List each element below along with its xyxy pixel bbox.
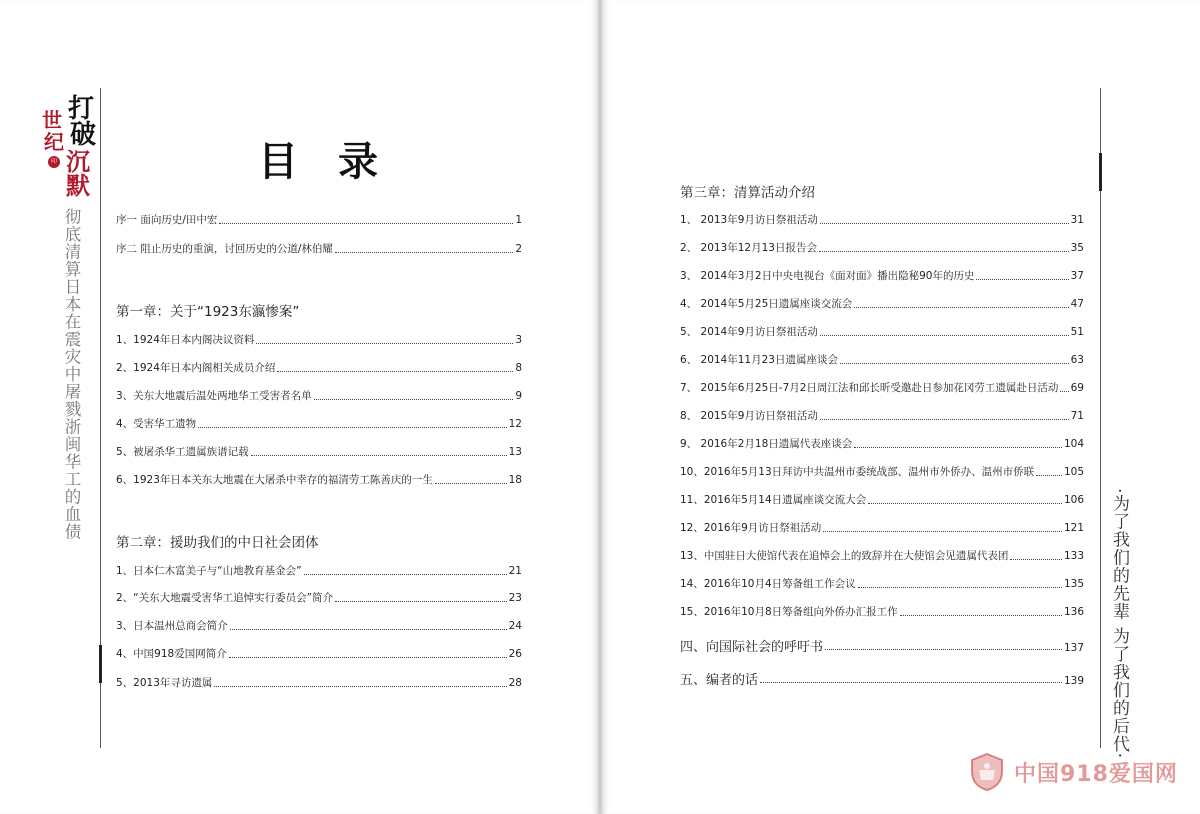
toc-entry[interactable] [116, 332, 522, 347]
entry-page: 8 [515, 362, 522, 374]
page-title: 目录 [258, 138, 418, 185]
chapter-heading[interactable]: 第二章：援助我们的中日社会团体 [116, 535, 319, 551]
shield-logo-icon [968, 752, 1006, 792]
entry-page: 26 [508, 648, 522, 660]
leader-dots [820, 213, 1069, 224]
toc-entry[interactable] [116, 472, 522, 487]
entry-page: 51 [1070, 326, 1084, 338]
entry-title: 五、编者的话 [680, 673, 759, 688]
entry-page: 133 [1063, 550, 1084, 562]
entry-title: 2、1924年日本内阁相关成员介绍 [116, 362, 276, 374]
entry-title: 2、 2013年12月13日报告会 [680, 242, 817, 254]
entry-title: 6、1923年日本关东大地震在大屠杀中幸存的福清劳工陈善庆的一生 [116, 474, 433, 486]
entry-page: 37 [1070, 270, 1084, 282]
entry-title: 13、中国驻日大使馆代表在追悼会上的致辞并在大使馆会见遗属代表团 [680, 550, 1009, 562]
toc-section-entry[interactable] [680, 636, 1084, 655]
entry-page: 137 [1063, 642, 1084, 654]
entry-page: 63 [1070, 354, 1084, 366]
leader-dots [1036, 465, 1062, 476]
leader-dots [198, 417, 506, 428]
entry-title: 1、 2013年9月访日祭祖活动 [680, 214, 818, 226]
leader-dots [854, 297, 1068, 308]
entry-page: 47 [1070, 298, 1084, 310]
right-rule-marker [1099, 153, 1102, 191]
toc-entry[interactable] [116, 388, 522, 403]
toc-entry[interactable] [116, 360, 522, 375]
entry-title: 7、 2015年6月25日-7月2日周江法和邱长昕受邀赴日参加花冈劳工遗属赴日活动 [680, 382, 1059, 394]
logo-char: 破 [70, 120, 97, 150]
leader-dots [335, 591, 507, 602]
toc-entry[interactable] [116, 675, 522, 690]
toc-entry[interactable] [116, 563, 522, 578]
entry-title: 1、1924年日本内阁决议资料 [116, 334, 255, 346]
entry-page: 13 [508, 446, 522, 458]
entry-page: 121 [1063, 522, 1084, 534]
site-watermark [968, 752, 1178, 792]
entry-title: 四、向国际社会的呼吁书 [680, 640, 824, 655]
entry-title: 1、日本仁木富美子与“山地教育基金会” [116, 565, 302, 577]
toc-entry[interactable] [680, 520, 1084, 535]
leader-dots [214, 676, 506, 687]
toc-entry[interactable] [680, 436, 1084, 451]
entry-page: 136 [1063, 606, 1084, 618]
entry-title: 3、关东大地震后温处两地华工受害者名单 [116, 390, 312, 402]
entry-page: 69 [1070, 382, 1084, 394]
toc-entry[interactable] [680, 492, 1084, 507]
leader-dots [335, 242, 513, 253]
entry-title: 4、中国918爱国网简介 [116, 648, 227, 660]
entry-page: 28 [508, 677, 522, 689]
entry-page: 105 [1063, 466, 1084, 478]
toc-entry[interactable] [116, 618, 522, 633]
entry-page: 12 [508, 418, 522, 430]
leader-dots [1010, 549, 1062, 560]
entry-page: 3 [515, 334, 522, 346]
toc-entry[interactable] [116, 241, 522, 256]
chapter-heading[interactable]: 第一章：关于“1923东瀛惨案” [116, 304, 300, 320]
entry-page: 23 [508, 592, 522, 604]
entry-title: 9、 2016年2月18日遗属代表座谈会 [680, 438, 853, 450]
entry-page: 9 [515, 390, 522, 402]
toc-entry[interactable] [680, 352, 1084, 367]
entry-page: 106 [1063, 494, 1084, 506]
leader-dots [304, 564, 507, 575]
entry-page: 2 [515, 243, 522, 255]
leader-dots [1060, 381, 1068, 392]
logo-char: 纪 [44, 130, 64, 154]
entry-page: 35 [1070, 242, 1084, 254]
entry-title: 序二 阻止历史的重演，讨回历史的公道/林伯耀 [116, 243, 333, 255]
entry-title: 8、 2015年9月访日祭祖活动 [680, 410, 818, 422]
leader-dots [219, 213, 513, 224]
toc-entry[interactable] [680, 296, 1084, 311]
leader-dots [825, 639, 1062, 650]
entry-title: 4、 2014年5月25日遗属座谈交流会 [680, 298, 853, 310]
logo-char: 世 [42, 108, 62, 132]
entry-page: 18 [508, 474, 522, 486]
chapter-heading[interactable]: 第三章：清算活动介绍 [680, 185, 815, 201]
entry-title: 5、2013年寻访遗属 [116, 677, 213, 689]
leader-dots [976, 269, 1068, 280]
leader-dots [435, 473, 507, 484]
toc-entry[interactable] [680, 604, 1084, 619]
entry-title: 3、 2014年3月2日中央电视台《面对面》播出隐秘90年的历史 [680, 270, 975, 282]
entry-page: 1 [515, 214, 522, 226]
toc-entry[interactable] [680, 548, 1084, 563]
leader-dots [256, 333, 513, 344]
entry-title: 12、2016年9月访日祭祖活动 [680, 522, 822, 534]
leader-dots [760, 672, 1062, 683]
toc-entry[interactable] [680, 380, 1084, 395]
leader-dots [314, 389, 514, 400]
toc-entry[interactable] [680, 408, 1084, 423]
leader-dots [858, 577, 1062, 588]
entry-title: 2、“关东大地震受害华工追悼实行委员会”简介 [116, 592, 334, 604]
entry-page: 24 [508, 620, 522, 632]
entry-title: 序一 面向历史/田中宏 [116, 214, 218, 226]
leader-dots [820, 409, 1069, 420]
entry-page: 139 [1063, 675, 1084, 687]
toc-entry[interactable] [116, 416, 522, 431]
leader-dots [854, 437, 1062, 448]
leader-dots [277, 361, 513, 372]
entry-title: 5、 2014年9月访日祭祖活动 [680, 326, 818, 338]
leader-dots [823, 521, 1062, 532]
leader-dots [840, 353, 1069, 364]
book-logo [36, 96, 106, 206]
entry-page: 135 [1063, 578, 1084, 590]
toc-entry[interactable] [116, 212, 522, 227]
entry-title: 4、受害华工遗物 [116, 418, 197, 430]
toc-entry[interactable] [680, 464, 1084, 479]
toc-entry[interactable] [680, 240, 1084, 255]
side-slogan: ·为了我们的先辈 为了我们的后代· [1109, 488, 1129, 760]
leader-dots [229, 647, 507, 658]
entry-title: 5、被屠杀华工遗属族谱记载 [116, 446, 249, 458]
toc-entry[interactable] [680, 212, 1084, 227]
watermark-text: 中国918爱国网 [1014, 761, 1178, 787]
leader-dots [900, 605, 1062, 616]
logo-char: 默 [66, 171, 90, 200]
logo-char: 沉 [66, 147, 90, 176]
entry-page: 71 [1070, 410, 1084, 422]
entry-title: 10、2016年5月13日拜访中共温州市委统战部、温州市外侨办、温州市侨联 [680, 466, 1035, 478]
toc-entry[interactable] [116, 444, 522, 459]
toc-entry[interactable] [116, 590, 522, 605]
entry-page: 31 [1070, 214, 1084, 226]
entry-title: 11、2016年5月14日遗属座谈交流大会 [680, 494, 867, 506]
entry-title: 6、 2014年11月23日遗属座谈会 [680, 354, 838, 366]
toc-entry[interactable] [116, 646, 522, 661]
toc-entry[interactable] [680, 576, 1084, 591]
entry-page: 21 [508, 565, 522, 577]
left-rule-marker [99, 645, 102, 683]
toc-entry[interactable] [680, 268, 1084, 283]
leader-dots [868, 493, 1062, 504]
seal-stamp: 印 [48, 156, 60, 168]
leader-dots [251, 445, 507, 456]
entry-title: 14、2016年10月4日筹备组工作会议 [680, 578, 856, 590]
entry-title: 3、日本温州总商会简介 [116, 620, 228, 632]
toc-section-entry[interactable] [680, 669, 1084, 688]
entry-title: 15、2016年10月8日筹备组向外侨办汇报工作 [680, 606, 898, 618]
leader-dots [819, 241, 1069, 252]
entry-page: 104 [1063, 438, 1084, 450]
leader-dots [820, 325, 1069, 336]
toc-entry[interactable] [680, 324, 1084, 339]
vertical-subtitle: 彻底清算日本在震灾中屠戮浙闽华工的血债 [62, 208, 81, 541]
leader-dots [230, 619, 507, 630]
logo-char: 打 [68, 94, 95, 124]
